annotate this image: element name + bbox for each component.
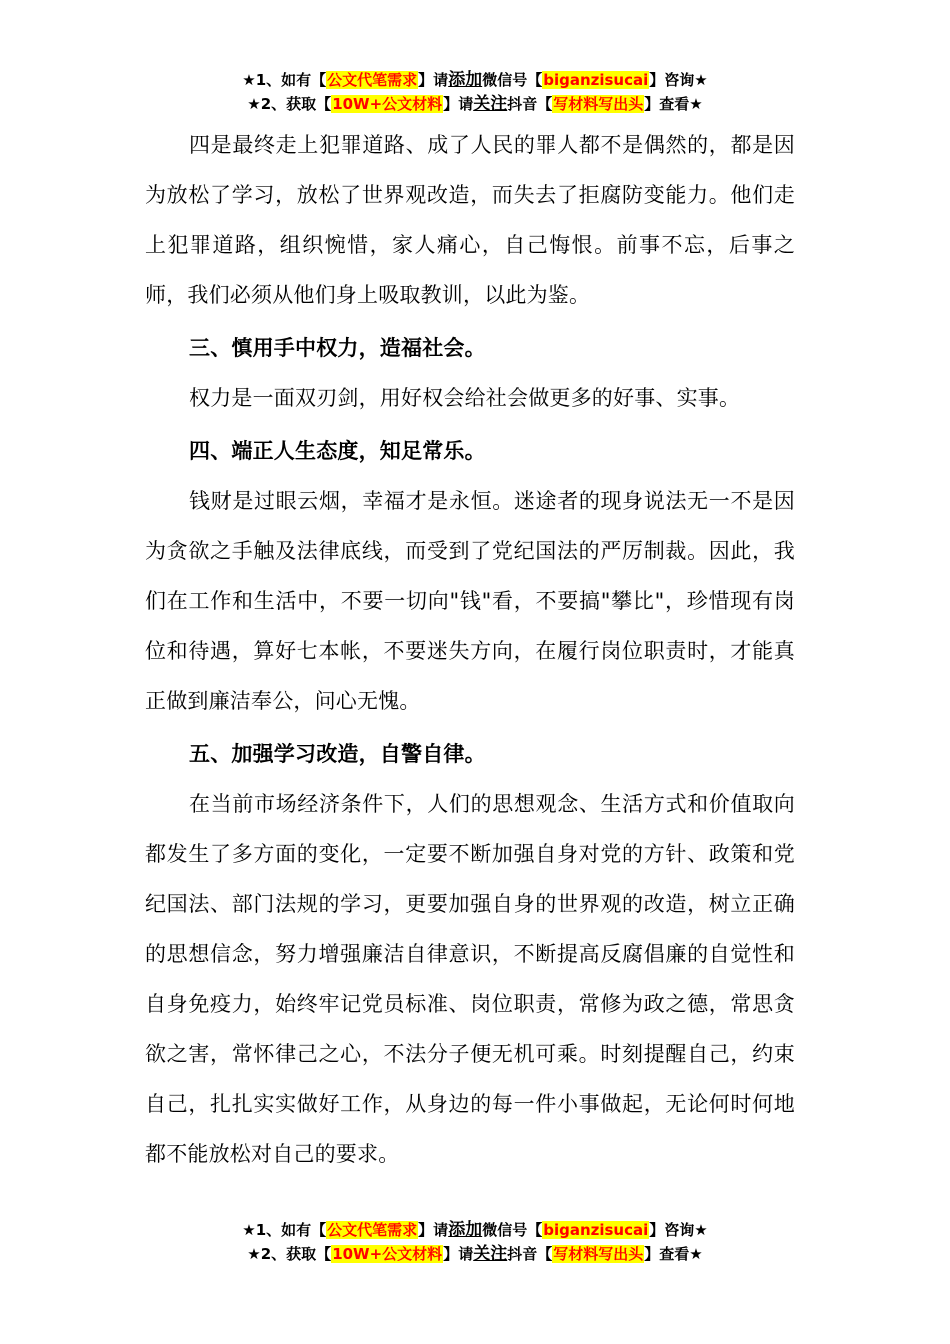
highlight-ghostwriting: 公文代笔需求 [327,71,418,89]
highlight-douyin-account: 写材料写出头 [553,95,644,113]
highlight-materials: 10W+公文材料 [332,1245,443,1263]
banner-text: ★1、如有【 [242,1221,327,1239]
paragraph: 钱财是过眼云烟，幸福才是永恒。迷途者的现身说法无一不是因为贪欲之手触及法律底线，而受到了党纪国法的严厉制裁。因此，我们在工作和生活中，不要一切向"钱"看，不要搞"攀比"，珍惜现有岗位和待遇，算好七本帐，不要迷失方向，在履行岗位职责时，才能真正做到廉洁奉公，问心无愧。 [145,489,795,713]
banner-text: 】请 [443,1245,474,1263]
banner-text-underlined: 关注 [473,1244,508,1264]
banner-text: 】请 [418,1221,449,1239]
banner-text: 抖音【 [507,95,553,113]
banner-text-underlined: 关注 [473,94,508,114]
highlight-materials: 10W+公文材料 [332,95,443,113]
banner-text: ★1、如有【 [242,71,327,89]
banner-text-underlined: 添加 [448,70,483,90]
bottom-banner [0,1218,950,1266]
banner-text: 】咨询★ [649,1221,708,1239]
highlight-wechat-id: biganzisucai [543,71,649,89]
highlight-douyin-account: 写材料写出头 [553,1245,644,1263]
section-heading: 三、慎用手中权力，造福社会。 [189,336,486,360]
highlight-wechat-id: biganzisucai [543,1221,649,1239]
banner-line-2 [0,92,950,116]
banner-text: 】查看★ [644,1245,703,1263]
top-banner [0,68,950,116]
banner-text: 微信号【 [482,71,543,89]
document-body [145,120,795,1179]
banner-text: ★2、获取【 [247,95,332,113]
banner-text: 】咨询★ [649,71,708,89]
banner-line-1 [0,1218,950,1242]
banner-line-1 [0,68,950,92]
section-heading: 四、端正人生态度，知足常乐。 [189,439,486,463]
highlight-ghostwriting: 公文代笔需求 [327,1221,418,1239]
banner-text: 微信号【 [482,1221,543,1239]
banner-line-2 [0,1242,950,1266]
paragraph: 四是最终走上犯罪道路、成了人民的罪人都不是偶然的，都是因为放松了学习，放松了世界观改造，而失去了拒腐防变能力。他们走上犯罪道路，组织惋惜，家人痛心，自己悔恨。前事不忘，后事之师，我们必须从他们身上吸取教训，以此为鉴。 [145,133,795,307]
banner-text: 】请 [418,71,449,89]
banner-text: 抖音【 [507,1245,553,1263]
banner-text: 】查看★ [644,95,703,113]
banner-text-underlined: 添加 [448,1220,483,1240]
banner-text: ★2、获取【 [247,1245,332,1263]
section-heading: 五、加强学习改造，自警自律。 [189,742,486,766]
banner-text: 】请 [443,95,474,113]
paragraph: 在当前市场经济条件下，人们的思想观念、生活方式和价值取向都发生了多方面的变化，一定要不断加强自身对党的方针、政策和党纪国法、部门法规的学习，更要加强自身的世界观的改造，树立正确的思想信念，努力增强廉洁自律意识，不断提高反腐倡廉的自觉性和自身免疫力，始终牢记党员标准、岗位职责，常修为政之德，常思贪欲之害，常怀律己之心，不法分子便无机可乘。时刻提醒自己，约束自己，扎扎实实做好工作，从身边的每一件小事做起，无论何时何地都不能放松对自己的要求。 [145,792,795,1166]
paragraph: 权力是一面双刃剑，用好权会给社会做更多的好事、实事。 [189,386,741,410]
